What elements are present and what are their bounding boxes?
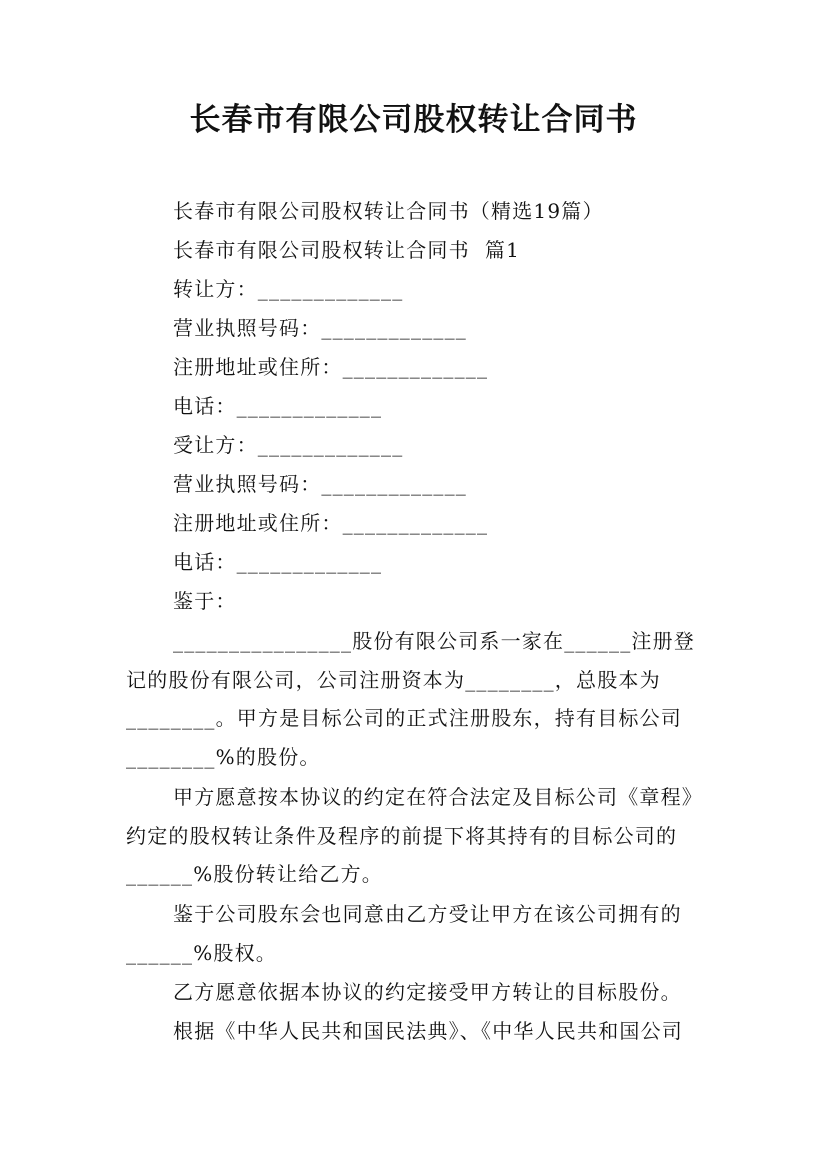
paragraph-shareholder-approval bbox=[126, 895, 716, 972]
paragraph-acceptance bbox=[126, 973, 716, 1012]
transferor-name-line: 转让方：_____________ bbox=[173, 277, 404, 301]
paragraph-legal-basis-text: 根据《中华人民共和国民法典》、《中华人民共和国公司 bbox=[173, 1019, 683, 1043]
whereas-label: 鉴于： bbox=[173, 589, 237, 613]
paragraph-share-transfer-text: 甲方愿意按本协议的约定在符合法定及目标公司《章程》约定的股权转让条件及程序的前提下将其持有的目标公司的______%股份转让给乙方。 bbox=[126, 785, 703, 886]
section-heading: 长春市有限公司股权转让合同书 篇1 bbox=[173, 238, 521, 262]
transferor-phone-line: 电话：_____________ bbox=[173, 394, 383, 418]
document-subtitle: 长春市有限公司股权转让合同书（精选19篇） bbox=[173, 199, 604, 223]
transferor-license-line: 营业执照号码：_____________ bbox=[173, 316, 467, 340]
transferee-phone-line: 电话：_____________ bbox=[173, 550, 383, 574]
paragraph-shareholder-approval-text: 鉴于公司股东会也同意由乙方受让甲方在该公司拥有的______%股权。 bbox=[126, 902, 682, 965]
paragraph-acceptance-text: 乙方愿意依据本协议的约定接受甲方转让的目标股份。 bbox=[173, 980, 682, 1004]
transferee-name-line: 受让方：_____________ bbox=[173, 433, 404, 457]
paragraph-share-transfer bbox=[126, 778, 716, 894]
transferor-address-line: 注册地址或住所：_____________ bbox=[173, 355, 489, 379]
transferee-license-line: 营业执照号码：_____________ bbox=[173, 472, 467, 496]
document-title: 长春市有限公司股权转让合同书 bbox=[189, 102, 638, 138]
paragraph-company-info-text: ________________股份有限公司系一家在______注册登记的股份有限公司，公司注册资本为________，总股本为________。甲方是目标公司的正式注册股东，持有目标公司________%的股份。 bbox=[126, 629, 695, 769]
paragraph-company-info bbox=[126, 622, 716, 776]
transferee-address-line: 注册地址或住所：_____________ bbox=[173, 511, 489, 535]
paragraph-legal-basis bbox=[126, 1012, 716, 1051]
